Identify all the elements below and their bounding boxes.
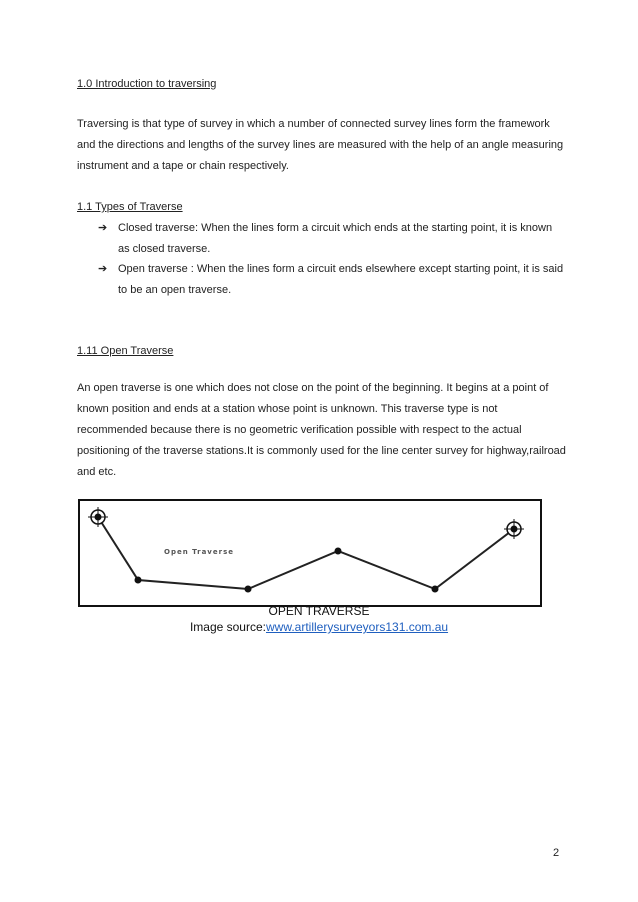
source-prefix: Image source:: [189, 620, 266, 634]
figure-caption: OPEN TRAVERSE: [268, 604, 370, 618]
bullet-open-traverse: [98, 259, 564, 301]
figure-inner-label: Open Traverse: [164, 548, 234, 556]
traverse-line: [98, 517, 514, 589]
arrow-bullet-icon: ➔: [98, 263, 108, 275]
station-point: [245, 586, 252, 593]
intro-paragraph: Traversing is that type of survey in which a number of connected survey lines form the framework and the directions and lengths of the survey lines are measured with the help of an angle measuring instrument and a tape or chain respectively.: [77, 118, 564, 172]
intro-heading: 1.0 Introduction to traversing: [77, 78, 217, 90]
end-station-marker: [504, 519, 524, 539]
bullet-closed-traverse: [98, 218, 564, 260]
open-traverse-paragraph: An open traverse is one which does not close on the point of the beginning. It begins at a point of known position and ends at a station whose point is unknown. This traverse type is not recommended because there is no geometric verification possible with respect to the actual positioning of the traverse stations.It is commonly used for the line center survey for highway,railroad and etc.: [77, 382, 566, 478]
station-point: [432, 586, 439, 593]
bullet-text: Closed traverse: When the lines form a circuit which ends at the starting point, it is known as closed traverse.: [118, 222, 553, 255]
open-traverse-diagram: [80, 501, 540, 605]
station-point: [135, 577, 142, 584]
source-link[interactable]: www.artillerysurveyors131.com.au: [265, 620, 449, 634]
station-point: [335, 548, 342, 555]
types-heading: 1.1 Types of Traverse: [77, 201, 183, 213]
bullet-text: Open traverse : When the lines form a circuit ends elsewhere except starting point, it is said to be an open traverse.: [118, 263, 564, 296]
open-traverse-figure: [78, 499, 542, 607]
arrow-bullet-icon: ➔: [98, 222, 108, 234]
page-number: 2: [553, 847, 560, 859]
image-source-line: [0, 619, 638, 635]
start-station-marker: [88, 507, 108, 527]
open-traverse-heading: 1.11 Open Traverse: [77, 345, 174, 357]
